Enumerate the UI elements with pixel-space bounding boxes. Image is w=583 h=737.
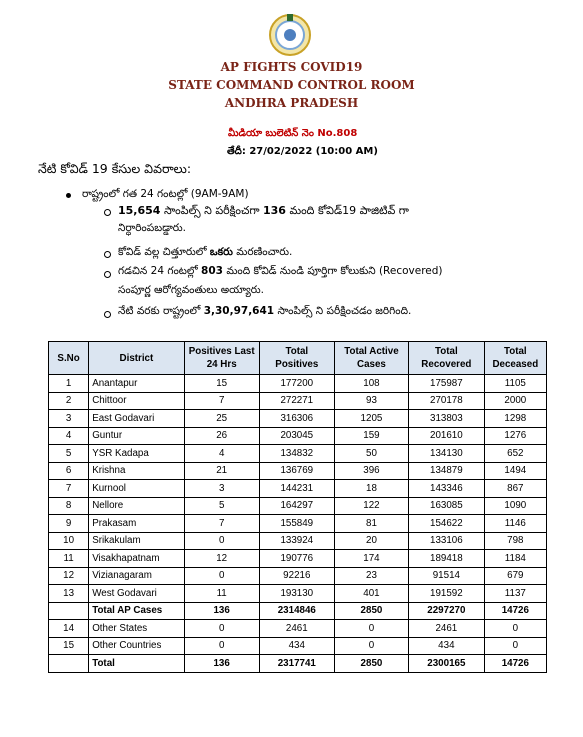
column-header: District <box>89 342 184 375</box>
table-cell: 164297 <box>259 497 334 515</box>
column-header: Total Recovered <box>409 342 485 375</box>
table-cell: 1105 <box>484 375 546 393</box>
table-row <box>49 620 547 638</box>
table-cell: 2317741 <box>259 655 334 673</box>
table-row <box>49 550 547 568</box>
table-cell: 272271 <box>259 392 334 410</box>
table-row <box>49 427 547 445</box>
district-cell: Total AP Cases <box>89 602 184 620</box>
table-cell: 0 <box>184 620 259 638</box>
table-cell: 0 <box>484 637 546 655</box>
table-cell: 0 <box>334 637 408 655</box>
table-row <box>49 602 547 620</box>
death-count: ఒకరు <box>209 246 233 258</box>
table-cell: 867 <box>484 480 546 498</box>
table-cell: 81 <box>334 515 408 533</box>
table-cell: 3 <box>49 410 89 428</box>
district-cases-table <box>48 341 547 673</box>
table-cell: 144231 <box>259 480 334 498</box>
table-row <box>49 410 547 428</box>
table-cell: 1276 <box>484 427 546 445</box>
table-cell: 9 <box>49 515 89 533</box>
table-cell: 155849 <box>259 515 334 533</box>
table-cell: 4 <box>49 427 89 445</box>
bullet-icon <box>66 193 71 198</box>
table-cell: 50 <box>334 445 408 463</box>
summary-intro: రాష్ట్రంలో గత 24 గంటల్లో (9AM-9AM) <box>82 188 249 200</box>
table-cell: 13 <box>49 585 89 603</box>
district-cell: Guntur <box>89 427 184 445</box>
summary-item-4-end: సాంపిల్స్ ని పరీక్షించడం జరిగింది. <box>277 305 412 317</box>
table-row <box>49 480 547 498</box>
table-cell: 1 <box>49 375 89 393</box>
district-cell: Vizianagaram <box>89 567 184 585</box>
column-header: Total Positives <box>259 342 334 375</box>
table-cell: 2 <box>49 392 89 410</box>
table-cell: 2461 <box>259 620 334 638</box>
summary-item-2 <box>118 246 292 261</box>
table-cell: 7 <box>184 392 259 410</box>
table-cell: 14726 <box>484 655 546 673</box>
table-row <box>49 462 547 480</box>
table-cell: 8 <box>49 497 89 515</box>
table-cell: 15 <box>184 375 259 393</box>
table-cell: 136 <box>184 602 259 620</box>
district-cell: Chittoor <box>89 392 184 410</box>
table-cell: 25 <box>184 410 259 428</box>
table-cell: 174 <box>334 550 408 568</box>
table-cell: 7 <box>184 515 259 533</box>
table-cell: 92216 <box>259 567 334 585</box>
summary-item-4 <box>118 305 411 320</box>
table-cell: 0 <box>334 620 408 638</box>
table-row <box>49 515 547 533</box>
summary-item-3-end: మంది కోవిడ్ నుండి పూర్తిగా కోలుకుని (Recovered) <box>226 265 443 277</box>
table-cell: 2314846 <box>259 602 334 620</box>
summary-item-2-start: కోవిడ్ వల్ల చిత్తూరులో <box>118 246 207 258</box>
table-cell: 401 <box>334 585 408 603</box>
table-cell: 270178 <box>409 392 485 410</box>
district-cell: Anantapur <box>89 375 184 393</box>
table-cell: 189418 <box>409 550 485 568</box>
table-cell: 93 <box>334 392 408 410</box>
section-title: నేటి కోవిడ్ 19 కేసుల వివరాలు: <box>38 161 192 176</box>
header-line-1: AP FIGHTS COVID19 <box>220 60 363 74</box>
table-cell: 136 <box>184 655 259 673</box>
header-line-3: ANDHRA PRADESH <box>224 96 359 110</box>
table-cell: 203045 <box>259 427 334 445</box>
table-cell: 0 <box>184 532 259 550</box>
table-row <box>49 567 547 585</box>
table-cell: 313803 <box>409 410 485 428</box>
column-header: Total Active Cases <box>334 342 408 375</box>
table-cell: 0 <box>184 637 259 655</box>
table-cell: 1137 <box>484 585 546 603</box>
table-row <box>49 392 547 410</box>
table-cell: 2000 <box>484 392 546 410</box>
bulletin-number: మీడియా బులెటిన్ నెం No.808 <box>228 128 358 139</box>
summary-item-1-mid: సాంపిల్స్ ని పరీక్షించగా <box>163 204 260 217</box>
table-cell: 134879 <box>409 462 485 480</box>
table-cell: 5 <box>184 497 259 515</box>
table-cell: 14726 <box>484 602 546 620</box>
table-cell: 12 <box>184 550 259 568</box>
district-cell: Nellore <box>89 497 184 515</box>
positive-count: 136 <box>263 204 286 217</box>
summary-item-1-cont: నిర్ధారింపబడ్డారు. <box>118 222 187 234</box>
table-row <box>49 375 547 393</box>
district-cell: Kurnool <box>89 480 184 498</box>
district-cell: Prakasam <box>89 515 184 533</box>
district-cell: Visakhapatnam <box>89 550 184 568</box>
table-cell: 7 <box>49 480 89 498</box>
table-cell: 1298 <box>484 410 546 428</box>
summary-item-3-cont: సంపూర్ణ ఆరోగ్యవంతులు అయ్యారు. <box>118 284 264 296</box>
table-cell: 191592 <box>409 585 485 603</box>
table-cell: 20 <box>334 532 408 550</box>
table-cell: 798 <box>484 532 546 550</box>
table-cell: 4 <box>184 445 259 463</box>
bulletin-date: తేదీ: 27/02/2022 (10:00 AM) <box>227 146 378 157</box>
summary-item-3-start: గడచిన 24 గంటల్లో <box>118 265 198 277</box>
table-cell: 0 <box>184 567 259 585</box>
district-cell: Total <box>89 655 184 673</box>
table-cell: 136769 <box>259 462 334 480</box>
table-cell: 316306 <box>259 410 334 428</box>
table-cell: 159 <box>334 427 408 445</box>
summary-item-4-start: నేటి వరకు రాష్ట్రంలో <box>118 305 201 317</box>
header-line-2: STATE COMMAND CONTROL ROOM <box>168 78 415 92</box>
table-cell: 1205 <box>334 410 408 428</box>
district-cell: Other Countries <box>89 637 184 655</box>
table-cell: 133924 <box>259 532 334 550</box>
table-cell: 108 <box>334 375 408 393</box>
table-cell: 175987 <box>409 375 485 393</box>
table-cell <box>49 655 89 673</box>
table-cell: 2461 <box>409 620 485 638</box>
district-cell: East Godavari <box>89 410 184 428</box>
samples-tested: 15,654 <box>118 204 161 217</box>
table-cell: 2297270 <box>409 602 485 620</box>
table-cell: 163085 <box>409 497 485 515</box>
table-row <box>49 497 547 515</box>
andhra-pradesh-emblem-icon <box>269 12 311 58</box>
column-header: Positives Last 24 Hrs <box>184 342 259 375</box>
table-row <box>49 637 547 655</box>
district-cell: YSR Kadapa <box>89 445 184 463</box>
table-cell: 12 <box>49 567 89 585</box>
table-cell: 134130 <box>409 445 485 463</box>
table-cell: 154622 <box>409 515 485 533</box>
table-cell: 679 <box>484 567 546 585</box>
table-cell: 1090 <box>484 497 546 515</box>
table-cell: 6 <box>49 462 89 480</box>
table-cell: 15 <box>49 637 89 655</box>
sub-bullet-icon <box>104 209 111 216</box>
table-row <box>49 445 547 463</box>
table-cell: 2850 <box>334 602 408 620</box>
table-row <box>49 655 547 673</box>
column-header: Total Deceased <box>484 342 546 375</box>
table-cell: 5 <box>49 445 89 463</box>
table-cell: 10 <box>49 532 89 550</box>
table-cell: 2850 <box>334 655 408 673</box>
table-cell: 134832 <box>259 445 334 463</box>
table-cell: 434 <box>259 637 334 655</box>
table-cell: 193130 <box>259 585 334 603</box>
table-cell: 1494 <box>484 462 546 480</box>
column-header: S.No <box>49 342 89 375</box>
table-cell: 26 <box>184 427 259 445</box>
sub-bullet-icon <box>104 251 111 258</box>
table-cell: 434 <box>409 637 485 655</box>
table-cell: 2300165 <box>409 655 485 673</box>
table-cell: 3 <box>184 480 259 498</box>
summary-item-1-end: మంది కోవిడ్19 పాజిటివ్ గా <box>289 204 409 217</box>
summary-item-1 <box>118 204 409 220</box>
table-cell: 18 <box>334 480 408 498</box>
table-row <box>49 585 547 603</box>
table-cell: 11 <box>49 550 89 568</box>
table-cell: 122 <box>334 497 408 515</box>
table-cell: 23 <box>334 567 408 585</box>
table-cell: 14 <box>49 620 89 638</box>
table-cell: 1184 <box>484 550 546 568</box>
table-cell: 21 <box>184 462 259 480</box>
district-cell: West Godavari <box>89 585 184 603</box>
table-cell: 11 <box>184 585 259 603</box>
table-cell: 190776 <box>259 550 334 568</box>
district-cell: Other States <box>89 620 184 638</box>
table-cell: 201610 <box>409 427 485 445</box>
table-cell: 1146 <box>484 515 546 533</box>
table-cell <box>49 602 89 620</box>
table-cell: 133106 <box>409 532 485 550</box>
table-cell: 91514 <box>409 567 485 585</box>
sub-bullet-icon <box>104 271 111 278</box>
table-cell: 177200 <box>259 375 334 393</box>
total-samples: 3,30,97,641 <box>203 305 275 317</box>
summary-item-2-end: మరణించారు. <box>236 246 293 258</box>
district-cell: Krishna <box>89 462 184 480</box>
table-cell: 0 <box>484 620 546 638</box>
sub-bullet-icon <box>104 311 111 318</box>
district-cell: Srikakulam <box>89 532 184 550</box>
summary-item-3 <box>118 265 443 280</box>
table-cell: 143346 <box>409 480 485 498</box>
table-cell: 652 <box>484 445 546 463</box>
table-header-row <box>49 342 547 375</box>
table-cell: 396 <box>334 462 408 480</box>
table-row <box>49 532 547 550</box>
recovered-count: 803 <box>201 265 223 277</box>
